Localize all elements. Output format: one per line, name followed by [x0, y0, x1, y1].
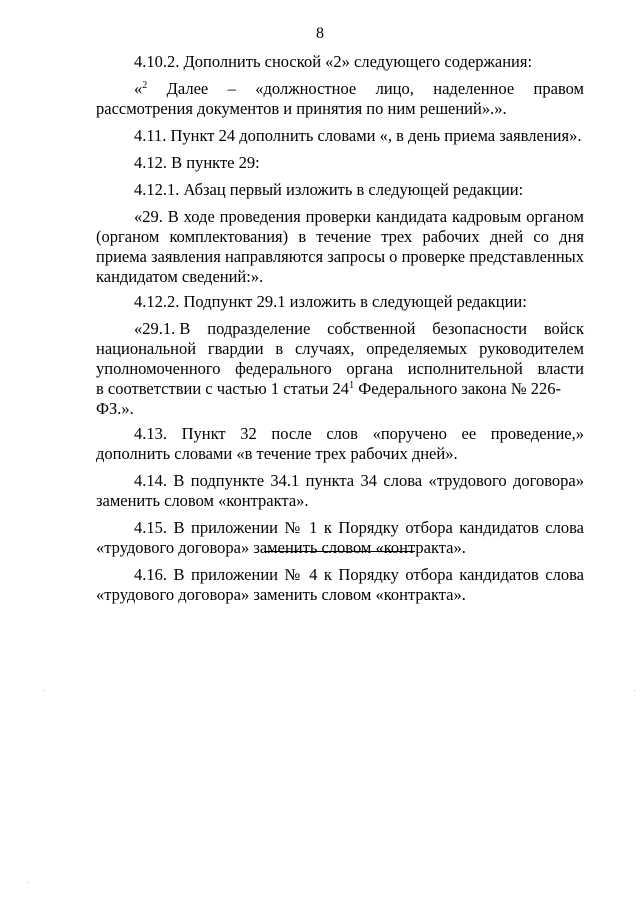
word: органа: [346, 359, 394, 378]
line-4-text-end: Федерального закона № 226-ФЗ.».: [96, 379, 561, 418]
superscript-1: 1: [349, 380, 355, 391]
footnote-text: Далее – «должностное лицо, наделенное правом рассмотрения документов и принятия по ним решений».».: [96, 79, 584, 118]
word: гвардии: [207, 339, 264, 358]
paragraph-4-14: 4.14. В подпункте 34.1 пункта 34 слова «трудового договора» заменить словом «контракта».: [96, 471, 584, 510]
word: случаях,: [294, 339, 355, 358]
word: уполномоченного: [96, 359, 221, 378]
paragraph-4-12-1: 4.12.1. Абзац первый изложить в следующей редакции:: [134, 180, 524, 199]
paragraph-4-15: 4.15. В приложении № 1 к Порядку отбора кандидатов слова «трудового договора» заменить словом «контракта».: [96, 518, 584, 557]
paragraph-4-13: 4.13. Пункт 32 после слов «поручено ее проведение,» дополнить словами «в течение трех рабочих дней».: [96, 424, 584, 463]
paragraph-29-1-line-1: [96, 319, 584, 339]
footnote-marker: 2: [142, 80, 148, 91]
word: федерального: [235, 359, 332, 378]
word: исполнительной: [407, 359, 523, 378]
paragraph-4-12: 4.12. В пункте 29:: [134, 153, 260, 172]
scan-speck: [43, 690, 44, 691]
word: «29.1. В: [134, 319, 191, 338]
line-4-text: в соответствии с частью 1 статьи 24: [96, 379, 350, 398]
document-body: [96, 52, 584, 605]
paragraph-4-12-2: 4.12.2. Подпункт 29.1 изложить в следующей редакции:: [134, 292, 527, 311]
word: власти: [537, 359, 584, 378]
word: собственной: [327, 319, 416, 338]
word: национальной: [96, 339, 197, 358]
footnote-quote-open: «: [134, 79, 143, 98]
paragraph-29-1-line-3: [96, 359, 584, 379]
word: подразделение: [207, 319, 311, 338]
paragraph-29-1-line-4: [96, 379, 584, 419]
paragraph-4-16: 4.16. В приложении № 4 к Порядку отбора кандидатов слова «трудового договора» заменить словом «контракта».: [96, 565, 584, 604]
paragraph-4-10-2: 4.10.2. Дополнить сноской «2» следующего содержания:: [134, 52, 533, 71]
word: определяемых: [366, 339, 468, 358]
scan-speck: [634, 690, 635, 691]
paragraph-29-1-quote: [96, 319, 584, 419]
word: войск: [543, 319, 584, 338]
footnote-text-paragraph: [96, 79, 584, 119]
page-number: 8: [316, 25, 324, 42]
paragraph-4-11: 4.11. Пункт 24 дополнить словами «, в день приема заявления».: [134, 126, 582, 145]
word: в: [275, 339, 284, 358]
word: руководителем: [479, 339, 584, 358]
scan-speck: [28, 882, 29, 883]
paragraph-29-quote: «29. В ходе проведения проверки кандидата кадровым органом (органом комплектования) в течение трех рабочих дней со дня приема заявления направляются запросы о проверке представленных кандидатом сведений:».: [96, 207, 584, 286]
paragraph-29-1-line-2: [96, 339, 584, 359]
end-of-text-rule: [264, 551, 415, 552]
word: безопасности: [432, 319, 528, 338]
